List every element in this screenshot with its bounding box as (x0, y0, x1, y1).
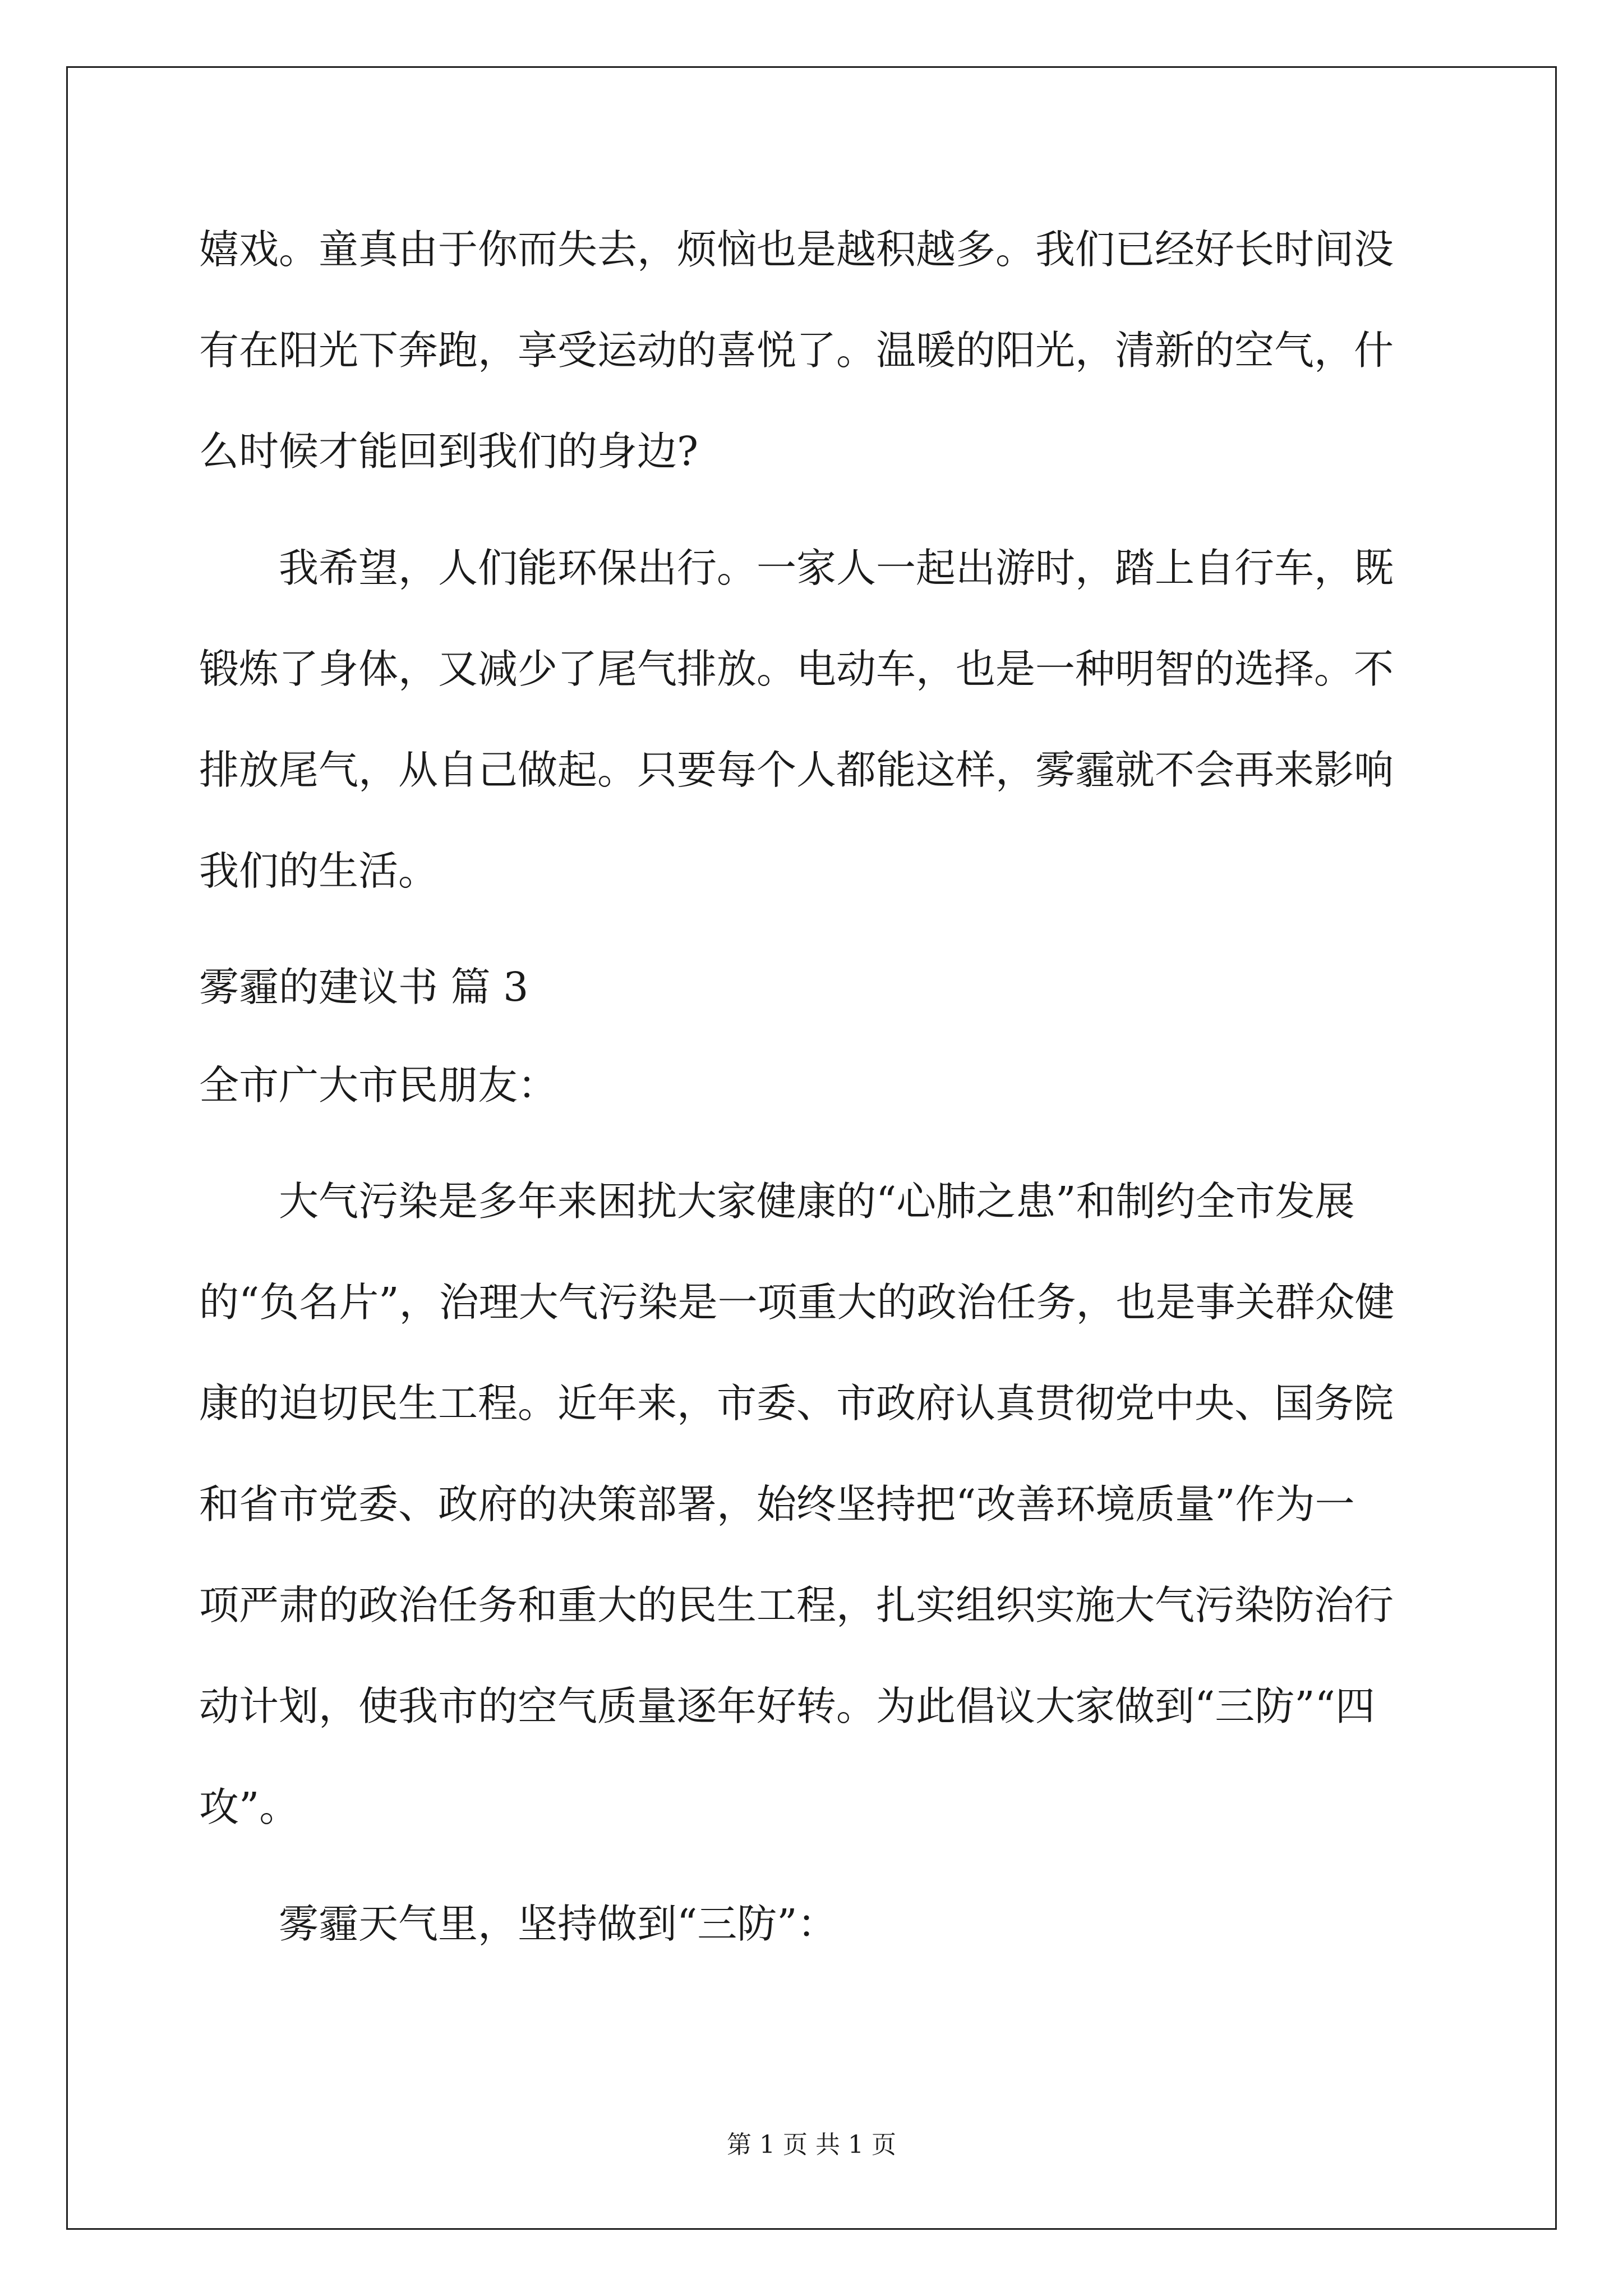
paragraph-line: 锻炼了身体，又减少了尾气排放。电动车，也是一种明智的选择。不 (199, 646, 1394, 692)
paragraph-line: 攻”。 (199, 1784, 299, 1830)
paragraph-line: 有在阳光下奔跑，享受运动的喜悦了。温暖的阳光，清新的空气，什 (199, 327, 1394, 374)
paragraph-line: 么时候才能回到我们的身边? (199, 428, 699, 475)
paragraph-line: 项严肃的政治任务和重大的民生工程，扎实组织实施大气污染防治行 (199, 1582, 1394, 1628)
paragraph-line: 的“负名片”，治理大气污染是一项重大的政治任务，也是事关群众健 (199, 1279, 1395, 1326)
paragraph-line: 雾霾天气里，坚持做到“三防”： (279, 1901, 837, 1947)
paragraph-line: 嬉戏。童真由于你而失去，烦恼也是越积越多。我们已经好长时间没 (199, 226, 1394, 273)
paragraph-line: 排放尾气，从自己做起。只要每个人都能这样，雾霾就不会再来影响 (199, 747, 1394, 793)
paragraph-line: 和省市党委、政府的决策部署，始终坚持把“改善环境质量”作为一 (199, 1481, 1355, 1527)
paragraph-line: 动计划，使我市的空气质量逐年好转。为此倡议大家做到“三防”“四 (199, 1683, 1375, 1729)
paragraph-line: 大气污染是多年来困扰大家健康的“心肺之患”和制约全市发展 (279, 1178, 1355, 1225)
paragraph-line: 康的迫切民生工程。近年来，市委、市政府认真贯彻党中央、国务院 (199, 1380, 1394, 1427)
paragraph-line: 我们的生活。 (199, 848, 439, 894)
section-heading: 雾霾的建议书 篇 3 (199, 964, 529, 1010)
page-footer: 第 1 页 共 1 页 (727, 2131, 896, 2159)
paragraph-line: 我希望，人们能环保出行。一家人一起出游时，踏上自行车，既 (279, 545, 1394, 591)
salutation: 全市广大市民朋友： (199, 1062, 558, 1108)
